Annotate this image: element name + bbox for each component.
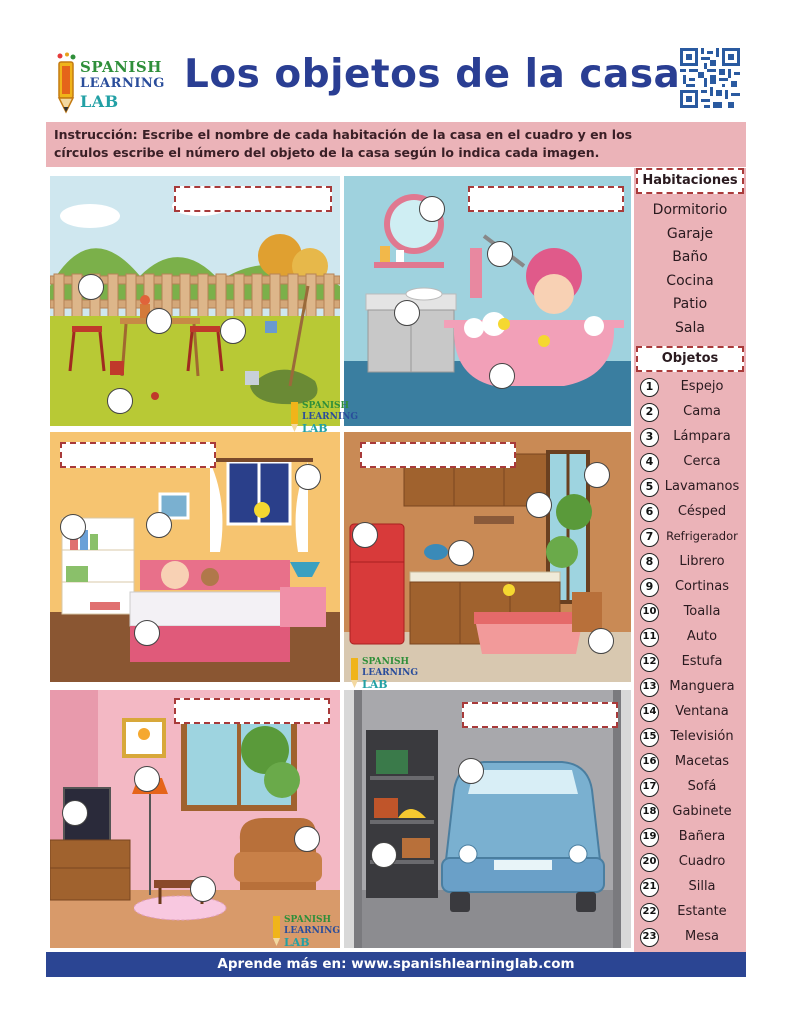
room-answer-box[interactable] xyxy=(468,186,624,212)
number-circle-sofa[interactable] xyxy=(294,826,320,852)
logo-text-spanish: SPANISH xyxy=(80,58,162,76)
object-list-item xyxy=(638,426,746,450)
object-number-badge: 15 xyxy=(640,728,659,747)
number-circle-mirror[interactable] xyxy=(419,196,445,222)
object-name: Lavamanos xyxy=(664,479,740,494)
number-circle-fence[interactable] xyxy=(78,274,104,300)
number-circle-bed[interactable] xyxy=(134,620,160,646)
object-list-item xyxy=(638,876,746,900)
watermark-text-1: SPANISH xyxy=(302,401,350,411)
object-list-item xyxy=(638,526,746,550)
number-circle-grass[interactable] xyxy=(107,388,133,414)
object-list-item xyxy=(638,501,746,525)
room-name: Baño xyxy=(672,249,708,265)
object-name: Refrigerador xyxy=(666,529,738,543)
object-number-badge: 13 xyxy=(640,678,659,697)
object-list-item xyxy=(638,826,746,850)
watermark-logo xyxy=(288,398,378,438)
object-number-badge: 22 xyxy=(640,903,659,922)
number-circle-hose[interactable] xyxy=(220,318,246,344)
pencil-icon xyxy=(348,654,360,690)
room-answer-box[interactable] xyxy=(174,186,332,212)
object-list-item xyxy=(638,676,746,700)
watermark-text-2: LEARNING xyxy=(284,926,340,936)
object-number-badge: 6 xyxy=(640,503,659,522)
object-list-item xyxy=(638,551,746,575)
object-list-item xyxy=(638,901,746,925)
worksheet-header xyxy=(46,48,746,118)
object-number-badge: 19 xyxy=(640,828,659,847)
watermark-logo xyxy=(270,912,360,952)
room-name: Garaje xyxy=(666,225,714,242)
number-circle-bookcase[interactable] xyxy=(60,514,86,540)
object-list-item xyxy=(638,401,746,425)
number-circle-stove[interactable] xyxy=(448,540,474,566)
room-name: Sala xyxy=(675,319,705,336)
object-list-item xyxy=(638,776,746,800)
number-circle-lamp[interactable] xyxy=(134,766,160,792)
object-list-item xyxy=(638,576,746,600)
object-name: Librero xyxy=(679,554,725,569)
word-bank-sidebar xyxy=(634,168,746,952)
object-number-badge: 5 xyxy=(640,478,659,497)
number-circle-chair[interactable] xyxy=(588,628,614,654)
object-number-badge: 8 xyxy=(640,553,659,572)
object-number-badge: 10 xyxy=(640,603,659,622)
object-number-badge: 11 xyxy=(640,628,659,647)
object-number-badge: 14 xyxy=(640,703,659,722)
object-name: Cuadro xyxy=(678,854,726,869)
object-list-item xyxy=(638,626,746,650)
number-circle-television[interactable] xyxy=(62,800,88,826)
object-name: Cerca xyxy=(683,454,721,469)
object-name: Silla xyxy=(688,879,716,894)
object-list-item xyxy=(638,851,746,875)
number-circle-table[interactable] xyxy=(190,876,216,902)
watermark-text-3: LAB xyxy=(362,678,388,691)
number-circle-refrigerator[interactable] xyxy=(352,522,378,548)
object-list-item xyxy=(638,476,746,500)
object-number-badge: 20 xyxy=(640,853,659,872)
object-number-badge: 16 xyxy=(640,753,659,772)
object-number-badge: 17 xyxy=(640,778,659,797)
room-name: Cocina xyxy=(666,272,714,289)
panel-living-room xyxy=(50,690,340,948)
instruction-line-2: círculos escribe el número del objeto de la casa según lo indica cada imagen. xyxy=(54,145,600,160)
room-name: Patio xyxy=(672,296,708,312)
instruction-line-1: Instrucción: Escribe el nombre de cada habitación de la casa en el cuadro y en los xyxy=(54,127,633,142)
object-name: Lámpara xyxy=(673,429,731,444)
object-name: Manguera xyxy=(669,679,735,694)
rooms-heading: Habitaciones xyxy=(636,168,744,194)
object-name: Cama xyxy=(683,404,721,419)
logo-text-learning: LEARNING xyxy=(80,76,165,91)
room-answer-box[interactable] xyxy=(174,698,330,724)
object-name: Gabinete xyxy=(672,804,732,819)
object-number-badge: 7 xyxy=(640,528,659,547)
pencil-icon xyxy=(54,52,78,114)
object-number-badge: 2 xyxy=(640,403,659,422)
object-list-item xyxy=(638,376,746,400)
page-title: Los objetos de la casa xyxy=(184,52,681,97)
pencil-icon xyxy=(270,912,282,948)
number-circle-towel[interactable] xyxy=(487,241,513,267)
spanish-learning-lab-logo xyxy=(54,52,184,116)
object-name: Televisión xyxy=(670,729,734,744)
room-answer-box[interactable] xyxy=(360,442,516,468)
room-answer-box[interactable] xyxy=(462,702,618,728)
object-name: Espejo xyxy=(680,379,724,394)
number-circle-car[interactable] xyxy=(458,758,484,784)
object-name: Ventana xyxy=(675,704,729,719)
object-number-badge: 3 xyxy=(640,428,659,447)
object-name: Bañera xyxy=(678,829,726,844)
object-name: Macetas xyxy=(674,754,730,769)
panel-patio xyxy=(50,176,340,426)
number-circle-picture[interactable] xyxy=(146,512,172,538)
object-number-badge: 23 xyxy=(640,928,659,947)
object-name: Césped xyxy=(677,504,727,519)
panel-bathroom xyxy=(344,176,631,426)
number-circle-window[interactable] xyxy=(584,462,610,488)
panel-garage xyxy=(344,690,631,948)
number-circle-bathtub[interactable] xyxy=(489,363,515,389)
watermark-text-3: LAB xyxy=(284,936,310,949)
number-circle-curtains[interactable] xyxy=(295,464,321,490)
object-name: Estante xyxy=(677,904,727,919)
object-list-item xyxy=(638,701,746,725)
object-number-badge: 21 xyxy=(640,878,659,897)
object-number-badge: 18 xyxy=(640,803,659,822)
watermark-text-2: LEARNING xyxy=(362,668,418,678)
object-list-item xyxy=(638,601,746,625)
watermark-text-1: SPANISH xyxy=(362,657,410,667)
object-list-item xyxy=(638,451,746,475)
number-circle-shelf[interactable] xyxy=(371,842,397,868)
living-room-illustration xyxy=(50,690,340,948)
watermark-text-2: LEARNING xyxy=(302,412,358,422)
object-number-badge: 9 xyxy=(640,578,659,597)
number-circle-sink[interactable] xyxy=(394,300,420,326)
garage-illustration xyxy=(344,690,631,948)
object-number-badge: 12 xyxy=(640,653,659,672)
object-number-badge: 1 xyxy=(640,378,659,397)
object-name: Mesa xyxy=(685,929,719,944)
object-name: Cortinas xyxy=(674,579,730,594)
footer-banner: Aprende más en: www.spanishlearninglab.com xyxy=(46,952,746,977)
object-name: Auto xyxy=(686,629,718,644)
bathroom-illustration xyxy=(344,176,631,426)
pencil-icon xyxy=(288,398,300,434)
watermark-text-1: SPANISH xyxy=(284,915,332,925)
objects-heading: Objetos xyxy=(636,346,744,372)
object-list-item xyxy=(638,751,746,775)
object-name: Toalla xyxy=(683,604,721,619)
number-circle-shelf[interactable] xyxy=(526,492,552,518)
panel-kitchen xyxy=(344,432,631,682)
number-circle-table[interactable] xyxy=(146,308,172,334)
qr-code-icon xyxy=(680,48,740,108)
object-list-item xyxy=(638,651,746,675)
object-list-item xyxy=(638,926,746,950)
patio-illustration xyxy=(50,176,340,426)
object-list-item xyxy=(638,801,746,825)
object-number-badge: 4 xyxy=(640,453,659,472)
panel-bedroom xyxy=(50,432,340,682)
room-answer-box[interactable] xyxy=(60,442,216,468)
object-name: Sofá xyxy=(687,779,717,794)
instruction-box xyxy=(46,122,746,167)
object-list-item xyxy=(638,726,746,750)
room-name: Dormitorio xyxy=(652,202,728,218)
object-name: Estufa xyxy=(681,654,723,669)
watermark-logo xyxy=(348,654,438,694)
logo-text-lab: LAB xyxy=(80,92,119,111)
watermark-text-3: LAB xyxy=(302,422,328,435)
